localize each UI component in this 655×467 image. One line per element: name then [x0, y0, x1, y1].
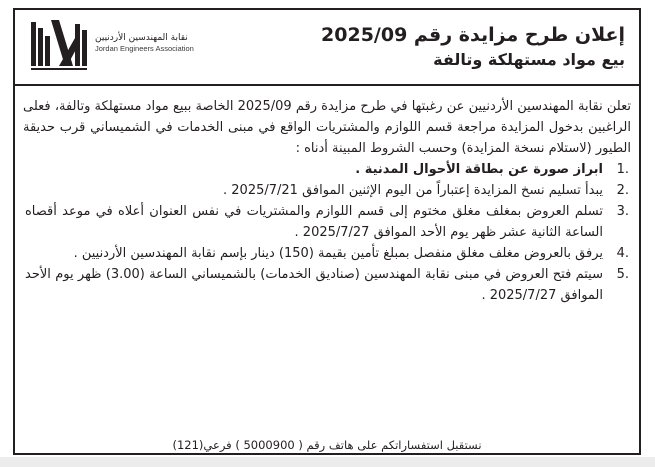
condition-text: يبدأ تسليم نسخ المزايدة إعتباراً من اليوم الإثنين الموافق 2025/7/21 . [223, 183, 603, 198]
jea-logo-icon [29, 18, 89, 74]
jea-logo-text [95, 32, 235, 54]
announcement-body [23, 96, 631, 306]
announcement-frame [13, 8, 641, 455]
jea-logo-arabic-name: نقابة المهندسين الأردنيين [95, 33, 188, 43]
contact-footer: نستقبل استفساراتكم على هاتف رقم ( 5000900 ) فرعي(121) [172, 438, 482, 452]
condition-item [23, 159, 631, 180]
condition-item [23, 201, 631, 243]
condition-number: 4. [616, 246, 629, 261]
condition-text: ابراز صورة عن بطاقة الأحوال المدنية . [355, 162, 603, 177]
page-bottom-strip [0, 457, 655, 467]
announcement-header [15, 10, 639, 86]
condition-number: 3. [616, 204, 629, 219]
condition-text: يرفق بالعروض مغلف مغلق منفصل بمبلغ تأمين بقيمة (150) دينار بإسم نقابة المهندسين الأردنيين . [73, 246, 603, 261]
title-block [315, 22, 625, 72]
announcement-title: إعلان طرح مزايدة رقم 2025/09 [321, 24, 625, 46]
conditions-list [23, 159, 631, 306]
condition-item [23, 264, 631, 306]
jea-logo-english-name: Jordan Engineers Association [95, 44, 194, 53]
condition-item [23, 180, 631, 201]
intro-paragraph: تعلن نقابة المهندسين الأردنيين عن رغبتها في طرح مزايدة رقم 2025/09 الخاصة ببيع مواد مستهلكة وتالفة، فعلى الراغبين بدخول المزايدة مراجعة قسم اللوازم والمشتريات الواقع في مبنى الخدمات في الشميساني قرب حديقة الطيور (لاستلام نسخة المزايدة) وحسب الشروط المبينة أدناه : [23, 99, 631, 156]
condition-item [23, 243, 631, 264]
condition-text: تسلم العروض بمغلف مغلق مختوم إلى قسم اللوازم والمشتريات في نفس العنوان أعلاه في موعد أقصاه الساعة الثانية عشر ظهر يوم الأحد الموافق 2025/7/27 . [25, 204, 603, 240]
announcement-subtitle: بيع مواد مستهلكة وتالفة [433, 50, 625, 69]
condition-number: 1. [616, 162, 629, 177]
condition-number: 5. [616, 267, 629, 282]
condition-number: 2. [616, 183, 629, 198]
condition-text: سيتم فتح العروض في مبنى نقابة المهندسين (صناديق الخدمات) بالشميساني الساعة (3.00) ظهر يوم الأحد الموافق 2025/7/27 . [25, 267, 604, 303]
jea-logo [29, 16, 239, 76]
